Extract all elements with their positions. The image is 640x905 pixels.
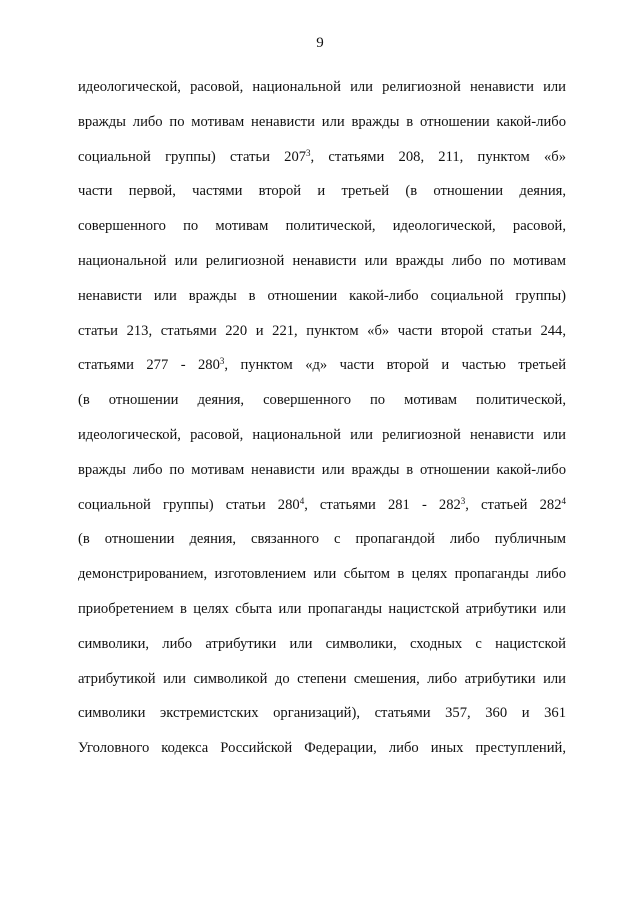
text-line — [78, 279, 566, 314]
text-line — [78, 418, 566, 453]
text-line — [78, 209, 566, 244]
text-run: ненависти или вражды в отношении какой-либо социальной группы) — [78, 287, 566, 304]
text-run: идеологической, расовой, национальной или религиозной ненависти или — [78, 426, 566, 443]
text-line — [78, 522, 566, 557]
text-line — [78, 314, 566, 349]
text-run: , статьями 281 - 282 — [304, 496, 461, 513]
text-run: статьи 213, статьями 220 и 221, пунктом «б» части второй статьи 244, — [78, 322, 566, 339]
text-line — [78, 348, 566, 383]
text-run: символики, либо атрибутики или символики, сходных с нацистской — [78, 635, 566, 652]
text-line — [78, 662, 566, 697]
text-run: вражды либо по мотивам ненависти или вражды в отношении какой-либо — [78, 113, 566, 130]
text-line — [78, 557, 566, 592]
text-run: совершенного по мотивам политической, идеологической, расовой, — [78, 218, 566, 235]
superscript: 4 — [299, 495, 305, 506]
text-line — [78, 592, 566, 627]
text-line — [78, 140, 566, 175]
text-run: (в отношении деяния, совершенного по мотивам политической, — [78, 392, 566, 409]
superscript: 3 — [460, 495, 466, 506]
text-run: (в отношении деяния, связанного с пропагандой либо публичным — [78, 531, 566, 548]
text-line — [78, 488, 566, 523]
text-run: статьями 277 - 280 — [78, 357, 220, 374]
text-run: вражды либо по мотивам ненависти или вражды в отношении какой-либо — [78, 461, 566, 478]
text-run: Уголовного кодекса Российской Федерации, либо иных преступлений, — [78, 740, 566, 757]
text-run: социальной группы) статьи 207 — [78, 148, 307, 165]
text-run: демонстрированием, изготовлением или сбытом в целях пропаганды либо — [78, 566, 566, 583]
text-line — [78, 627, 566, 662]
text-line — [78, 244, 566, 279]
text-run: идеологической, расовой, национальной или религиозной ненависти или — [78, 79, 566, 95]
text-run: части первой, частями второй и третьей (в отношении деяния, — [78, 183, 566, 200]
text-run: , пунктом «д» части второй и частью третьей — [224, 357, 567, 374]
superscript: 3 — [306, 147, 311, 158]
text-line — [78, 696, 566, 731]
page-number: 9 — [316, 35, 324, 51]
text-line — [78, 70, 566, 105]
superscript: 3 — [219, 356, 225, 367]
text-run: символики экстремистских организаций), статьями 357, 360 и 361 — [78, 705, 566, 722]
superscript: 4 — [561, 495, 566, 506]
text-run: социальной группы) статьи 280 — [78, 496, 300, 513]
text-line — [78, 105, 566, 140]
text-line — [78, 383, 566, 418]
text-run: приобретением в целях сбыта или пропаганды нацистской атрибутики или — [78, 600, 566, 617]
text-line — [78, 731, 566, 766]
text-line — [78, 453, 566, 488]
text-run: , статьями 208, 211, пунктом «б» — [310, 148, 567, 165]
text-run: , статьей 282 — [465, 496, 562, 513]
text-run: атрибутикой или символикой до степени смешения, либо атрибутики или — [78, 670, 566, 687]
text-line — [78, 174, 566, 209]
body-text — [78, 70, 566, 766]
text-run: национальной или религиозной ненависти или вражды либо по мотивам — [78, 252, 566, 269]
